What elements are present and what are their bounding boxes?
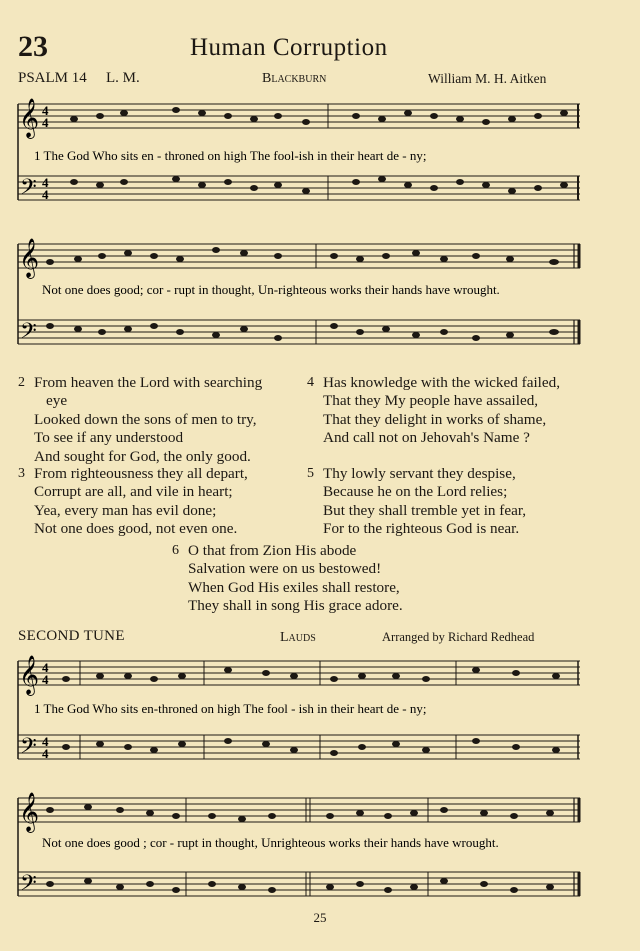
svg-text:4: 4 bbox=[42, 187, 49, 202]
stanza-6: 6 O that from Zion His abode Salvation were on us bestowed! When God His exiles shall restore, They shall in song His grace adore. bbox=[172, 542, 403, 615]
svg-text:4: 4 bbox=[42, 734, 49, 749]
svg-text:𝄢: 𝄢 bbox=[20, 319, 37, 349]
svg-text:4: 4 bbox=[42, 746, 49, 761]
svg-text:4: 4 bbox=[42, 103, 49, 118]
svg-text:𝄞: 𝄞 bbox=[19, 792, 40, 832]
svg-text:4: 4 bbox=[42, 175, 49, 190]
second-tune-label: SECOND TUNE bbox=[18, 628, 125, 644]
stanza-3-number: 3 bbox=[18, 466, 25, 481]
hymn-number: 23 bbox=[18, 30, 48, 63]
svg-text:𝄞: 𝄞 bbox=[19, 98, 40, 138]
music-system-3 bbox=[16, 655, 582, 775]
stanza-4: 4 Has knowledge with the wicked failed, That they My people have assailed, That they delight in works of shame, And call not on Jehovah's Name ? bbox=[307, 374, 561, 447]
stanza-6-number: 6 bbox=[172, 543, 179, 558]
psalm-label: PSALM 14 bbox=[18, 70, 87, 86]
arranger: Arranged by Richard Redhead bbox=[382, 630, 535, 644]
lyric-line-3: 1 The God Who sits en-throned on high The fool - ish in their heart de - ny; bbox=[34, 701, 427, 716]
stanza-3: 3 From righteousness they all depart, Corrupt are all, and vile in heart; Yea, every man has evil done; Not one does good, not even one. bbox=[18, 465, 248, 538]
music-system-2 bbox=[16, 232, 582, 362]
music-system-4 bbox=[16, 792, 582, 907]
lyric-line-2: Not one does good; cor - rupt in thought, Un-righteous works their hands have wrought. bbox=[42, 282, 500, 297]
music-system-1 bbox=[16, 98, 582, 218]
composer: William M. H. Aitken bbox=[428, 71, 547, 86]
svg-text:4: 4 bbox=[42, 660, 49, 675]
page-number: 25 bbox=[313, 910, 327, 925]
tune-name: Blackburn bbox=[262, 71, 327, 86]
svg-text:𝄞: 𝄞 bbox=[19, 238, 40, 278]
svg-text:𝄢: 𝄢 bbox=[20, 871, 37, 901]
svg-text:𝄢: 𝄢 bbox=[20, 175, 37, 205]
stanza-2: 2 From heaven the Lord with searching eye Looked down the sons of men to try, To see if any understood And sought for God, the only good. bbox=[18, 374, 263, 465]
lyric-line-1: 1 The God Who sits en - throned on high The fool-ish in their heart de - ny; bbox=[34, 148, 427, 163]
hymn-title: Human Corruption bbox=[190, 34, 388, 61]
svg-text:4: 4 bbox=[42, 672, 49, 687]
lyric-line-4: Not one does good ; cor - rupt in thought, Unrighteous works their hands have wrought. bbox=[42, 835, 499, 850]
stanza-5-number: 5 bbox=[307, 466, 314, 481]
second-tune-name: Lauds bbox=[280, 630, 316, 645]
stanza-2-number: 2 bbox=[18, 375, 25, 390]
stanza-5: 5 Thy lowly servant they despise, Because he on the Lord relies; But they shall tremble yet in fear, For to the righteous God is near. bbox=[307, 465, 527, 538]
svg-text:4: 4 bbox=[42, 115, 49, 130]
svg-text:𝄢: 𝄢 bbox=[20, 734, 37, 764]
stanza-4-number: 4 bbox=[307, 375, 314, 390]
meter-label: L. M. bbox=[106, 70, 140, 86]
svg-text:𝄞: 𝄞 bbox=[19, 655, 40, 695]
